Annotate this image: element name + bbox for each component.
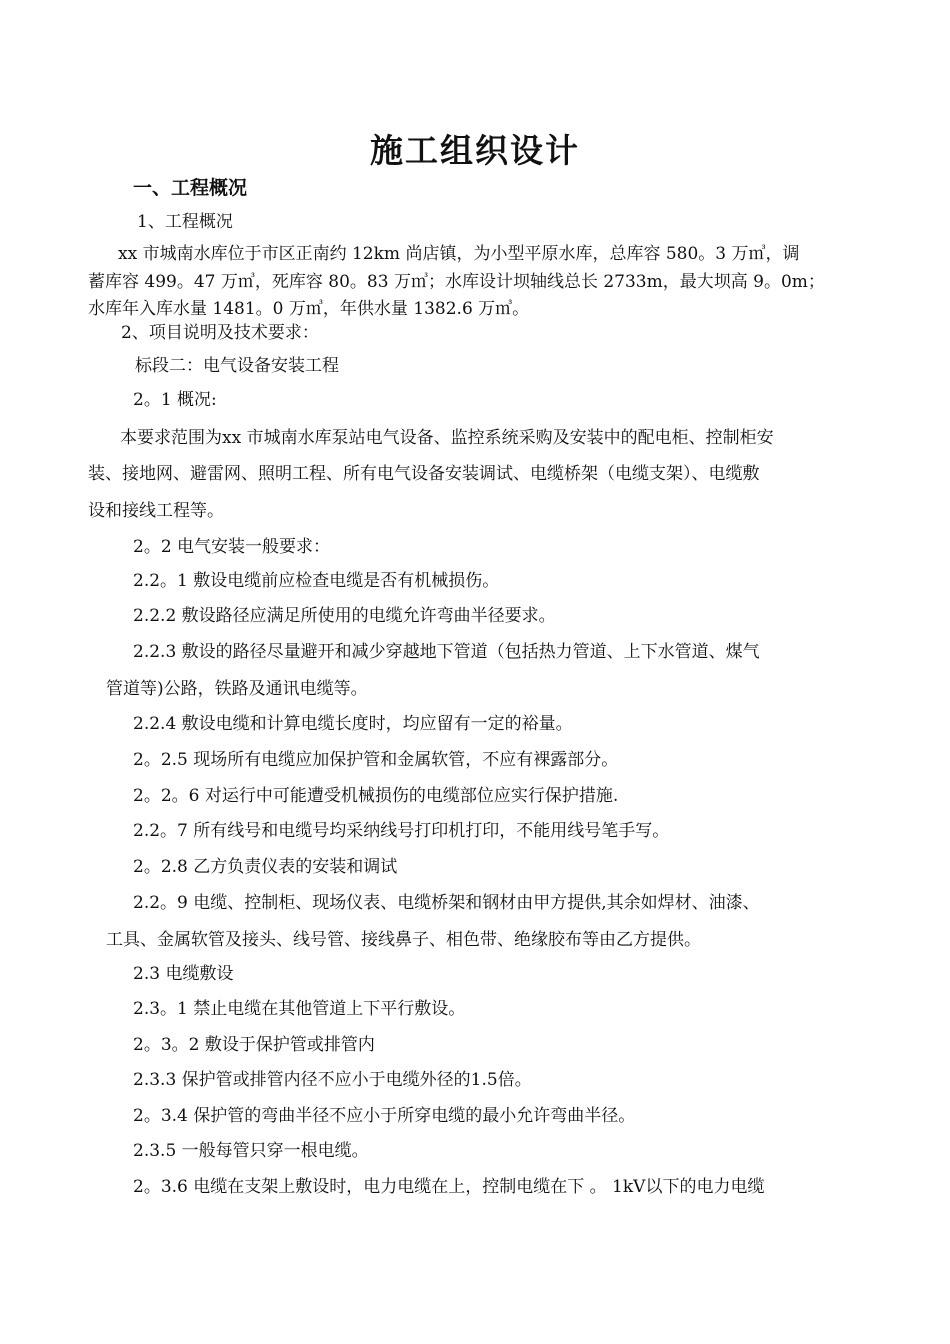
item-2-2-6: 2。2。6 对运行中可能遭受机械损伤的电缆部位应实行保护措施.: [133, 786, 619, 806]
section-heading: 一、工程概况: [133, 177, 248, 199]
item-2-2-2: 2.2.2 敷设路径应满足所使用的电缆允许弯曲半径要求。: [133, 606, 556, 626]
item-2-2-9-line-2: 工具、金属软管及接头、线号管、接线鼻子、相色带、绝缘胶布等由乙方提供。: [106, 930, 701, 950]
item-2-3-1: 2.3。1 禁止电缆在其他管道上下平行敷设。: [133, 999, 466, 1019]
item-2-1: 2。1 概况:: [133, 390, 217, 410]
scope-line-2: 装、接地网、避雷网、照明工程、所有电气设备安装调试、电缆桥架（电缆支架）、电缆敷: [88, 464, 760, 484]
scope-line-1: 本要求范围为xx 市城南水库泵站电气设备、监控系统采购及安装中的配电柜、控制柜安: [120, 428, 774, 448]
item-2-2-4: 2.2.4 敷设电缆和计算电缆长度时，均应留有一定的裕量。: [133, 714, 573, 734]
item-2-2-5: 2。2.5 现场所有电缆应加保护管和金属软管，不应有裸露部分。: [133, 750, 619, 770]
subheading-2: 2、项目说明及技术要求：: [121, 323, 319, 343]
item-2-3-6: 2。3.6 电缆在支架上敷设时，电力电缆在上，控制电缆在下 。 1kV以下的电力电缆: [133, 1177, 765, 1197]
item-2-2-9-line-1: 2.2。9 电缆、控制柜、现场仪表、电缆桥架和钢材由甲方提供,其余如焊材、油漆、: [133, 893, 760, 913]
item-2-2-8: 2。2.8 乙方负责仪表的安装和调试: [133, 857, 398, 877]
item-2-2-3-line-2: 管道等)公路，铁路及通讯电缆等。: [106, 679, 368, 699]
scope-line-3: 设和接线工程等。: [88, 501, 224, 521]
section-label: 标段二：电气设备安装工程: [135, 356, 339, 376]
item-2-3-2: 2。3。2 敷设于保护管或排管内: [133, 1035, 375, 1055]
item-2-2-1: 2.2。1 敷设电缆前应检查电缆是否有机械损伤。: [133, 571, 500, 591]
item-2-2-3-line-1: 2.2.3 敷设的路径尽量避开和减少穿越地下管道（包括热力管道、上下水管道、煤气: [133, 642, 760, 662]
overview-line-2: 蓄库容 499。47 万㎥，死库容 80。83 万㎥；水库设计坝轴线总长 2733m，最大坝高 9。0m；: [88, 272, 825, 292]
item-2-2-7: 2.2。7 所有线号和电缆号均采纳线号打印机打印，不能用线号笔手写。: [133, 821, 670, 841]
item-2-3-4: 2。3.4 保护管的弯曲半径不应小于所穿电缆的最小允许弯曲半径。: [133, 1106, 636, 1126]
document-title: 施工组织设计: [370, 131, 580, 170]
item-2-3-5: 2.3.5 一般每管只穿一根电缆。: [133, 1141, 369, 1161]
subheading-1: 1、工程概况: [137, 212, 233, 232]
item-2-2: 2。2 电气安装一般要求：: [133, 537, 331, 557]
overview-line-1: xx 市城南水库位于市区正南约 12km 尚店镇，为小型平原水库，总库容 580。3 万㎥，调: [118, 244, 800, 264]
overview-line-3: 水库年入库水量 1481。0 万㎥，年供水量 1382.6 万㎥。: [88, 299, 530, 319]
item-2-3-3: 2.3.3 保护管或排管内径不应小于电缆外径的1.5倍。: [133, 1070, 532, 1090]
item-2-3: 2.3 电缆敷设: [133, 964, 234, 984]
